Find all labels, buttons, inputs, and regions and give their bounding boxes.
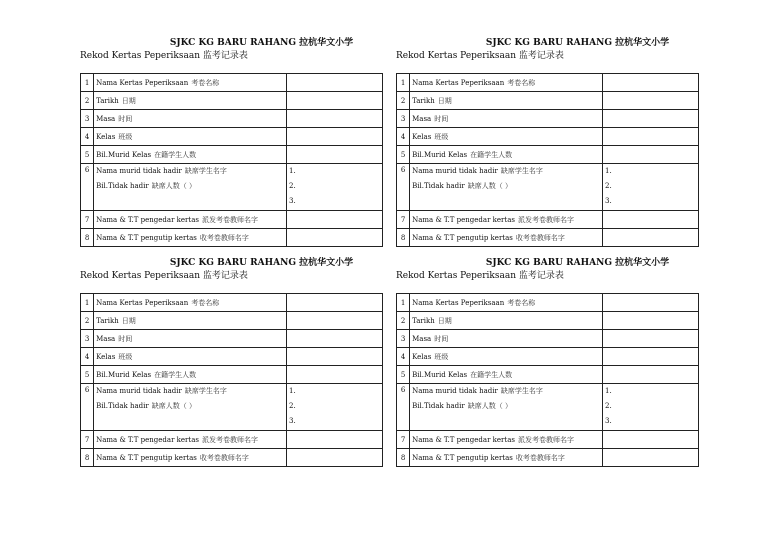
form-subtitle: Rekod Kertas Peperiksaan 监考记录表	[80, 271, 248, 281]
record-table	[80, 293, 383, 467]
row-value-cell[interactable]	[287, 330, 383, 348]
row-value-cell[interactable]	[603, 348, 699, 366]
table-row	[81, 128, 383, 146]
row-label: Kelas 班级	[94, 128, 287, 146]
row-number: 7	[81, 211, 94, 229]
row-value-cell[interactable]	[287, 312, 383, 330]
table-row	[397, 449, 699, 467]
table-row	[81, 164, 383, 211]
table-row	[81, 294, 383, 312]
table-row	[397, 348, 699, 366]
row-number: 1	[81, 74, 94, 92]
row-number: 8	[81, 449, 94, 467]
exam-record-form-bottom-left	[80, 257, 383, 467]
row-number: 7	[397, 431, 410, 449]
form-subtitle: Rekod Kertas Peperiksaan 监考记录表	[80, 51, 248, 61]
row-number: 3	[397, 330, 410, 348]
row-label: Nama murid tidak hadir 缺席学生名字 Bil.Tidak hadir 缺席人数（ ）	[94, 384, 287, 431]
row-number: 4	[397, 348, 410, 366]
table-row	[397, 110, 699, 128]
row-label: Nama & T.T pengutip kertas 收考卷教师名字	[94, 229, 287, 247]
table-row	[81, 348, 383, 366]
row-label: Tarikh 日期	[410, 92, 603, 110]
row-number: 6	[81, 164, 94, 211]
row-label: Nama Kertas Peperiksaan 考卷名称	[410, 294, 603, 312]
row-number: 4	[81, 128, 94, 146]
row-label: Masa 时间	[410, 330, 603, 348]
row-label: Kelas 班级	[410, 348, 603, 366]
school-name: SJKC KG BARU RAHANG 拉杭华文小学	[169, 258, 354, 268]
school-name: SJKC KG BARU RAHANG 拉杭华文小学	[169, 38, 354, 48]
row-number: 2	[81, 312, 94, 330]
row-number: 1	[397, 294, 410, 312]
row-label: Masa 时间	[94, 110, 287, 128]
row-label: Nama & T.T pengutip kertas 收考卷教师名字	[94, 449, 287, 467]
row-value-cell[interactable]	[287, 348, 383, 366]
row-number: 3	[81, 330, 94, 348]
row-label: Nama Kertas Peperiksaan 考卷名称	[94, 294, 287, 312]
row-number: 4	[81, 348, 94, 366]
table-row	[397, 229, 699, 247]
row-number: 6	[81, 384, 94, 431]
row-label: Tarikh 日期	[94, 92, 287, 110]
row-label: Nama murid tidak hadir 缺席学生名字 Bil.Tidak hadir 缺席人数（ ）	[94, 164, 287, 211]
row-value-cell[interactable]	[603, 74, 699, 92]
row-number: 6	[397, 384, 410, 431]
table-row	[397, 92, 699, 110]
row-number: 5	[397, 366, 410, 384]
row-value-cell[interactable]	[287, 449, 383, 467]
row-number: 7	[81, 431, 94, 449]
row-value-cell[interactable]	[287, 92, 383, 110]
table-row	[81, 74, 383, 92]
row-value-cell[interactable]	[603, 449, 699, 467]
row-number: 2	[397, 92, 410, 110]
exam-record-form-top-left	[80, 37, 383, 247]
table-row	[81, 110, 383, 128]
row-label: Nama & T.T pengedar kertas 派发考卷教师名字	[410, 211, 603, 229]
row-number: 1	[397, 74, 410, 92]
exam-record-form-bottom-right	[396, 257, 699, 467]
table-row	[397, 330, 699, 348]
row-number: 8	[397, 449, 410, 467]
row-number: 7	[397, 211, 410, 229]
table-row	[397, 164, 699, 211]
row-label: Nama & T.T pengutip kertas 收考卷教师名字	[410, 449, 603, 467]
row-number: 3	[81, 110, 94, 128]
row-value-cell[interactable]	[287, 74, 383, 92]
row-value-cell[interactable]	[603, 312, 699, 330]
row-label: Nama murid tidak hadir 缺席学生名字 Bil.Tidak hadir 缺席人数（ ）	[410, 384, 603, 431]
row-number: 4	[397, 128, 410, 146]
row-value-cell[interactable]	[287, 146, 383, 164]
row-number: 1	[81, 294, 94, 312]
table-row	[397, 128, 699, 146]
row-label: Masa 时间	[94, 330, 287, 348]
table-row	[81, 431, 383, 449]
row-number: 2	[81, 92, 94, 110]
school-name: SJKC KG BARU RAHANG 拉杭华文小学	[485, 258, 670, 268]
table-row	[81, 211, 383, 229]
school-name: SJKC KG BARU RAHANG 拉杭华文小学	[485, 38, 670, 48]
table-row	[81, 384, 383, 431]
row-label: Tarikh 日期	[94, 312, 287, 330]
row-label: Nama & T.T pengedar kertas 派发考卷教师名字	[410, 431, 603, 449]
table-row	[81, 366, 383, 384]
row-value-cell[interactable]	[603, 294, 699, 312]
row-value-cell[interactable]	[287, 110, 383, 128]
form-subtitle: Rekod Kertas Peperiksaan 监考记录表	[396, 51, 564, 61]
row-label: Nama & T.T pengedar kertas 派发考卷教师名字	[94, 211, 287, 229]
table-row	[397, 384, 699, 431]
record-table	[396, 73, 699, 247]
row-value-cell[interactable]	[603, 366, 699, 384]
row-value-cell[interactable]	[287, 211, 383, 229]
row-value-cell[interactable]	[603, 128, 699, 146]
row-label: Nama Kertas Peperiksaan 考卷名称	[410, 74, 603, 92]
row-label: Tarikh 日期	[410, 312, 603, 330]
row-label: Nama & T.T pengedar kertas 派发考卷教师名字	[94, 431, 287, 449]
row-number: 6	[397, 164, 410, 211]
row-value-cell[interactable]	[603, 431, 699, 449]
row-number: 2	[397, 312, 410, 330]
absent-list-cell[interactable]: 1. 2. 3.	[287, 384, 383, 431]
row-label: Masa 时间	[410, 110, 603, 128]
table-row	[81, 146, 383, 164]
table-row	[397, 211, 699, 229]
table-row	[81, 92, 383, 110]
row-label: Bil.Murid Kelas 在籍学生人数	[410, 366, 603, 384]
table-row	[397, 366, 699, 384]
row-number: 8	[81, 229, 94, 247]
row-value-cell[interactable]	[603, 146, 699, 164]
row-value-cell[interactable]	[287, 366, 383, 384]
row-value-cell[interactable]	[287, 431, 383, 449]
table-row	[81, 449, 383, 467]
row-value-cell[interactable]	[603, 229, 699, 247]
row-number: 5	[81, 366, 94, 384]
row-label: Nama & T.T pengutip kertas 收考卷教师名字	[410, 229, 603, 247]
row-number: 5	[397, 146, 410, 164]
row-value-cell[interactable]	[603, 211, 699, 229]
form-subtitle: Rekod Kertas Peperiksaan 监考记录表	[396, 271, 564, 281]
table-row	[397, 146, 699, 164]
row-label: Bil.Murid Kelas 在籍学生人数	[94, 366, 287, 384]
row-label: Bil.Murid Kelas 在籍学生人数	[94, 146, 287, 164]
record-table	[80, 73, 383, 247]
row-label: Kelas 班级	[410, 128, 603, 146]
row-label: Bil.Murid Kelas 在籍学生人数	[410, 146, 603, 164]
table-row	[397, 74, 699, 92]
row-value-cell[interactable]	[603, 330, 699, 348]
exam-record-form-top-right	[396, 37, 699, 247]
table-row	[397, 312, 699, 330]
table-row	[397, 431, 699, 449]
row-value-cell[interactable]	[603, 92, 699, 110]
row-value-cell[interactable]	[287, 128, 383, 146]
table-row	[81, 330, 383, 348]
row-label: Nama Kertas Peperiksaan 考卷名称	[94, 74, 287, 92]
row-number: 3	[397, 110, 410, 128]
table-row	[81, 312, 383, 330]
row-number: 5	[81, 146, 94, 164]
table-row	[397, 294, 699, 312]
row-label: Kelas 班级	[94, 348, 287, 366]
row-label: Nama murid tidak hadir 缺席学生名字 Bil.Tidak hadir 缺席人数（ ）	[410, 164, 603, 211]
row-value-cell[interactable]	[603, 110, 699, 128]
absent-list-cell[interactable]: 1. 2. 3.	[603, 384, 699, 431]
record-table	[396, 293, 699, 467]
row-value-cell[interactable]	[287, 229, 383, 247]
absent-list-cell[interactable]: 1. 2. 3.	[287, 164, 383, 211]
table-row	[81, 229, 383, 247]
row-value-cell[interactable]	[287, 294, 383, 312]
absent-list-cell[interactable]: 1. 2. 3.	[603, 164, 699, 211]
row-number: 8	[397, 229, 410, 247]
